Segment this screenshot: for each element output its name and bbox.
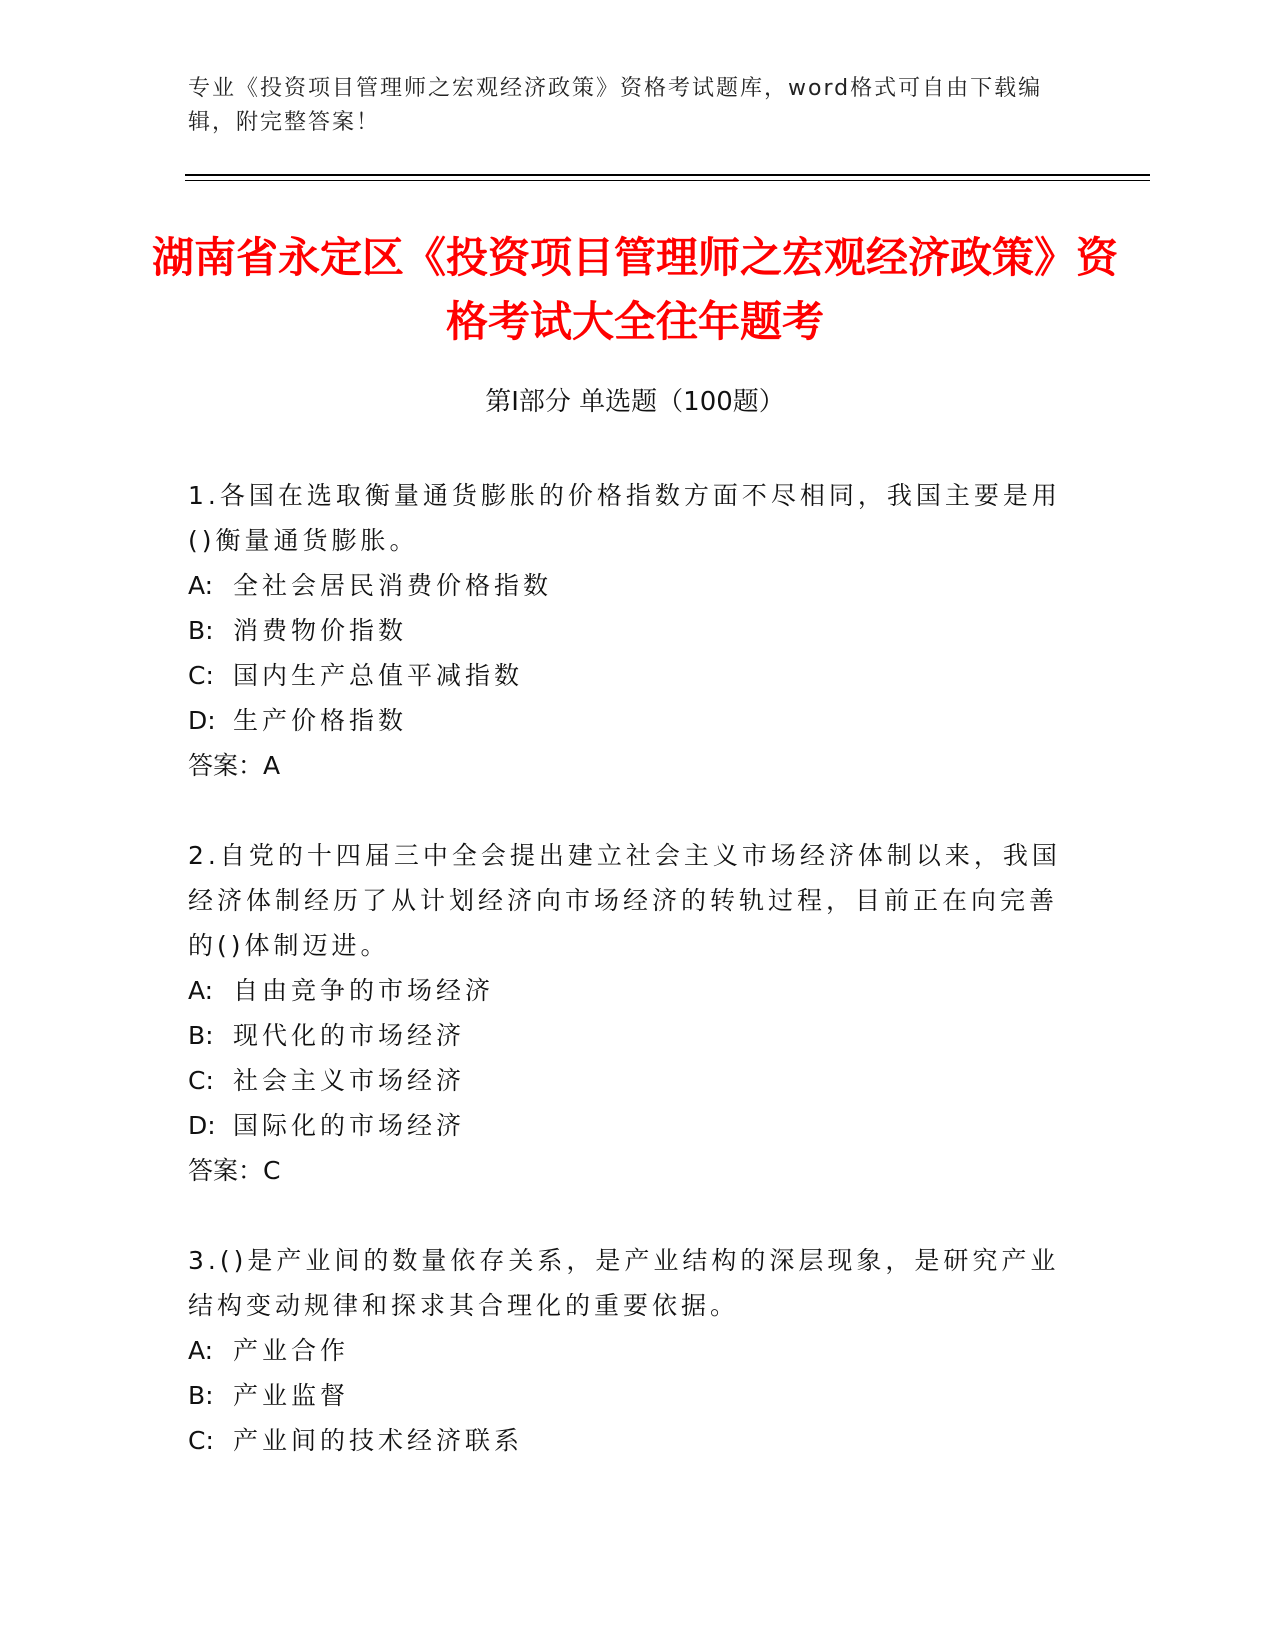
header-note: 专业《投资项目管理师之宏观经济政策》资格考试题库，word格式可自由下载编辑，附完整答案！ (188, 76, 1043, 135)
answer: 答案：A (188, 751, 281, 780)
question-text: 3.()是产业间的数量依存关系，是产业结构的深层现象，是研究产业结构变动规律和探求其合理化的重要依据。 (188, 1246, 1060, 1320)
option-letter: B: (188, 1381, 214, 1410)
option-letter: D: (188, 706, 216, 735)
option-c (188, 1418, 1068, 1463)
header-divider-thin (185, 180, 1150, 181)
option-text: 消费物价指数 (233, 616, 408, 645)
option-letter: A: (188, 976, 214, 1005)
question-3 (188, 1238, 1068, 1463)
question-text: 2.自党的十四届三中全会提出建立社会主义市场经济体制以来，我国经济体制经历了从计划经济向市场经济的转轨过程，目前正在向完善的()体制迈进。 (188, 841, 1061, 960)
question-text: 1.各国在选取衡量通货膨胀的价格指数方面不尽相同，我国主要是用()衡量通货膨胀。 (188, 481, 1061, 555)
option-text: 国内生产总值平减指数 (233, 661, 524, 690)
section-heading: 第Ⅰ部分 单选题（100题） (485, 387, 785, 417)
option-text: 国际化的市场经济 (233, 1111, 466, 1140)
option-b (188, 1013, 1068, 1058)
document-title: 湖南省永定区《投资项目管理师之宏观经济政策》资格考试大全往年题考 (151, 233, 1118, 346)
option-text: 全社会居民消费价格指数 (233, 571, 553, 600)
option-d (188, 1103, 1068, 1148)
option-text: 产业监督 (233, 1381, 350, 1410)
option-a (188, 563, 1068, 608)
option-c (188, 653, 1068, 698)
question-list (188, 473, 1068, 1508)
option-b (188, 1373, 1068, 1418)
option-d (188, 698, 1068, 743)
answer: 答案：C (188, 1156, 281, 1185)
option-letter: A: (188, 1336, 214, 1365)
question-1 (188, 473, 1068, 788)
option-letter: C: (188, 1066, 214, 1095)
option-text: 产业间的技术经济联系 (233, 1426, 524, 1455)
option-text: 自由竞争的市场经济 (233, 976, 495, 1005)
option-letter: C: (188, 1426, 214, 1455)
option-a (188, 968, 1068, 1013)
option-text: 产业合作 (233, 1336, 350, 1365)
option-letter: B: (188, 1021, 214, 1050)
header-divider-thick (185, 174, 1150, 176)
option-letter: A: (188, 571, 214, 600)
option-text: 社会主义市场经济 (233, 1066, 466, 1095)
option-b (188, 608, 1068, 653)
question-2 (188, 833, 1068, 1193)
option-text: 生产价格指数 (233, 706, 408, 735)
option-letter: C: (188, 661, 214, 690)
option-a (188, 1328, 1068, 1373)
option-letter: D: (188, 1111, 216, 1140)
option-text: 现代化的市场经济 (233, 1021, 466, 1050)
option-c (188, 1058, 1068, 1103)
option-letter: B: (188, 616, 214, 645)
